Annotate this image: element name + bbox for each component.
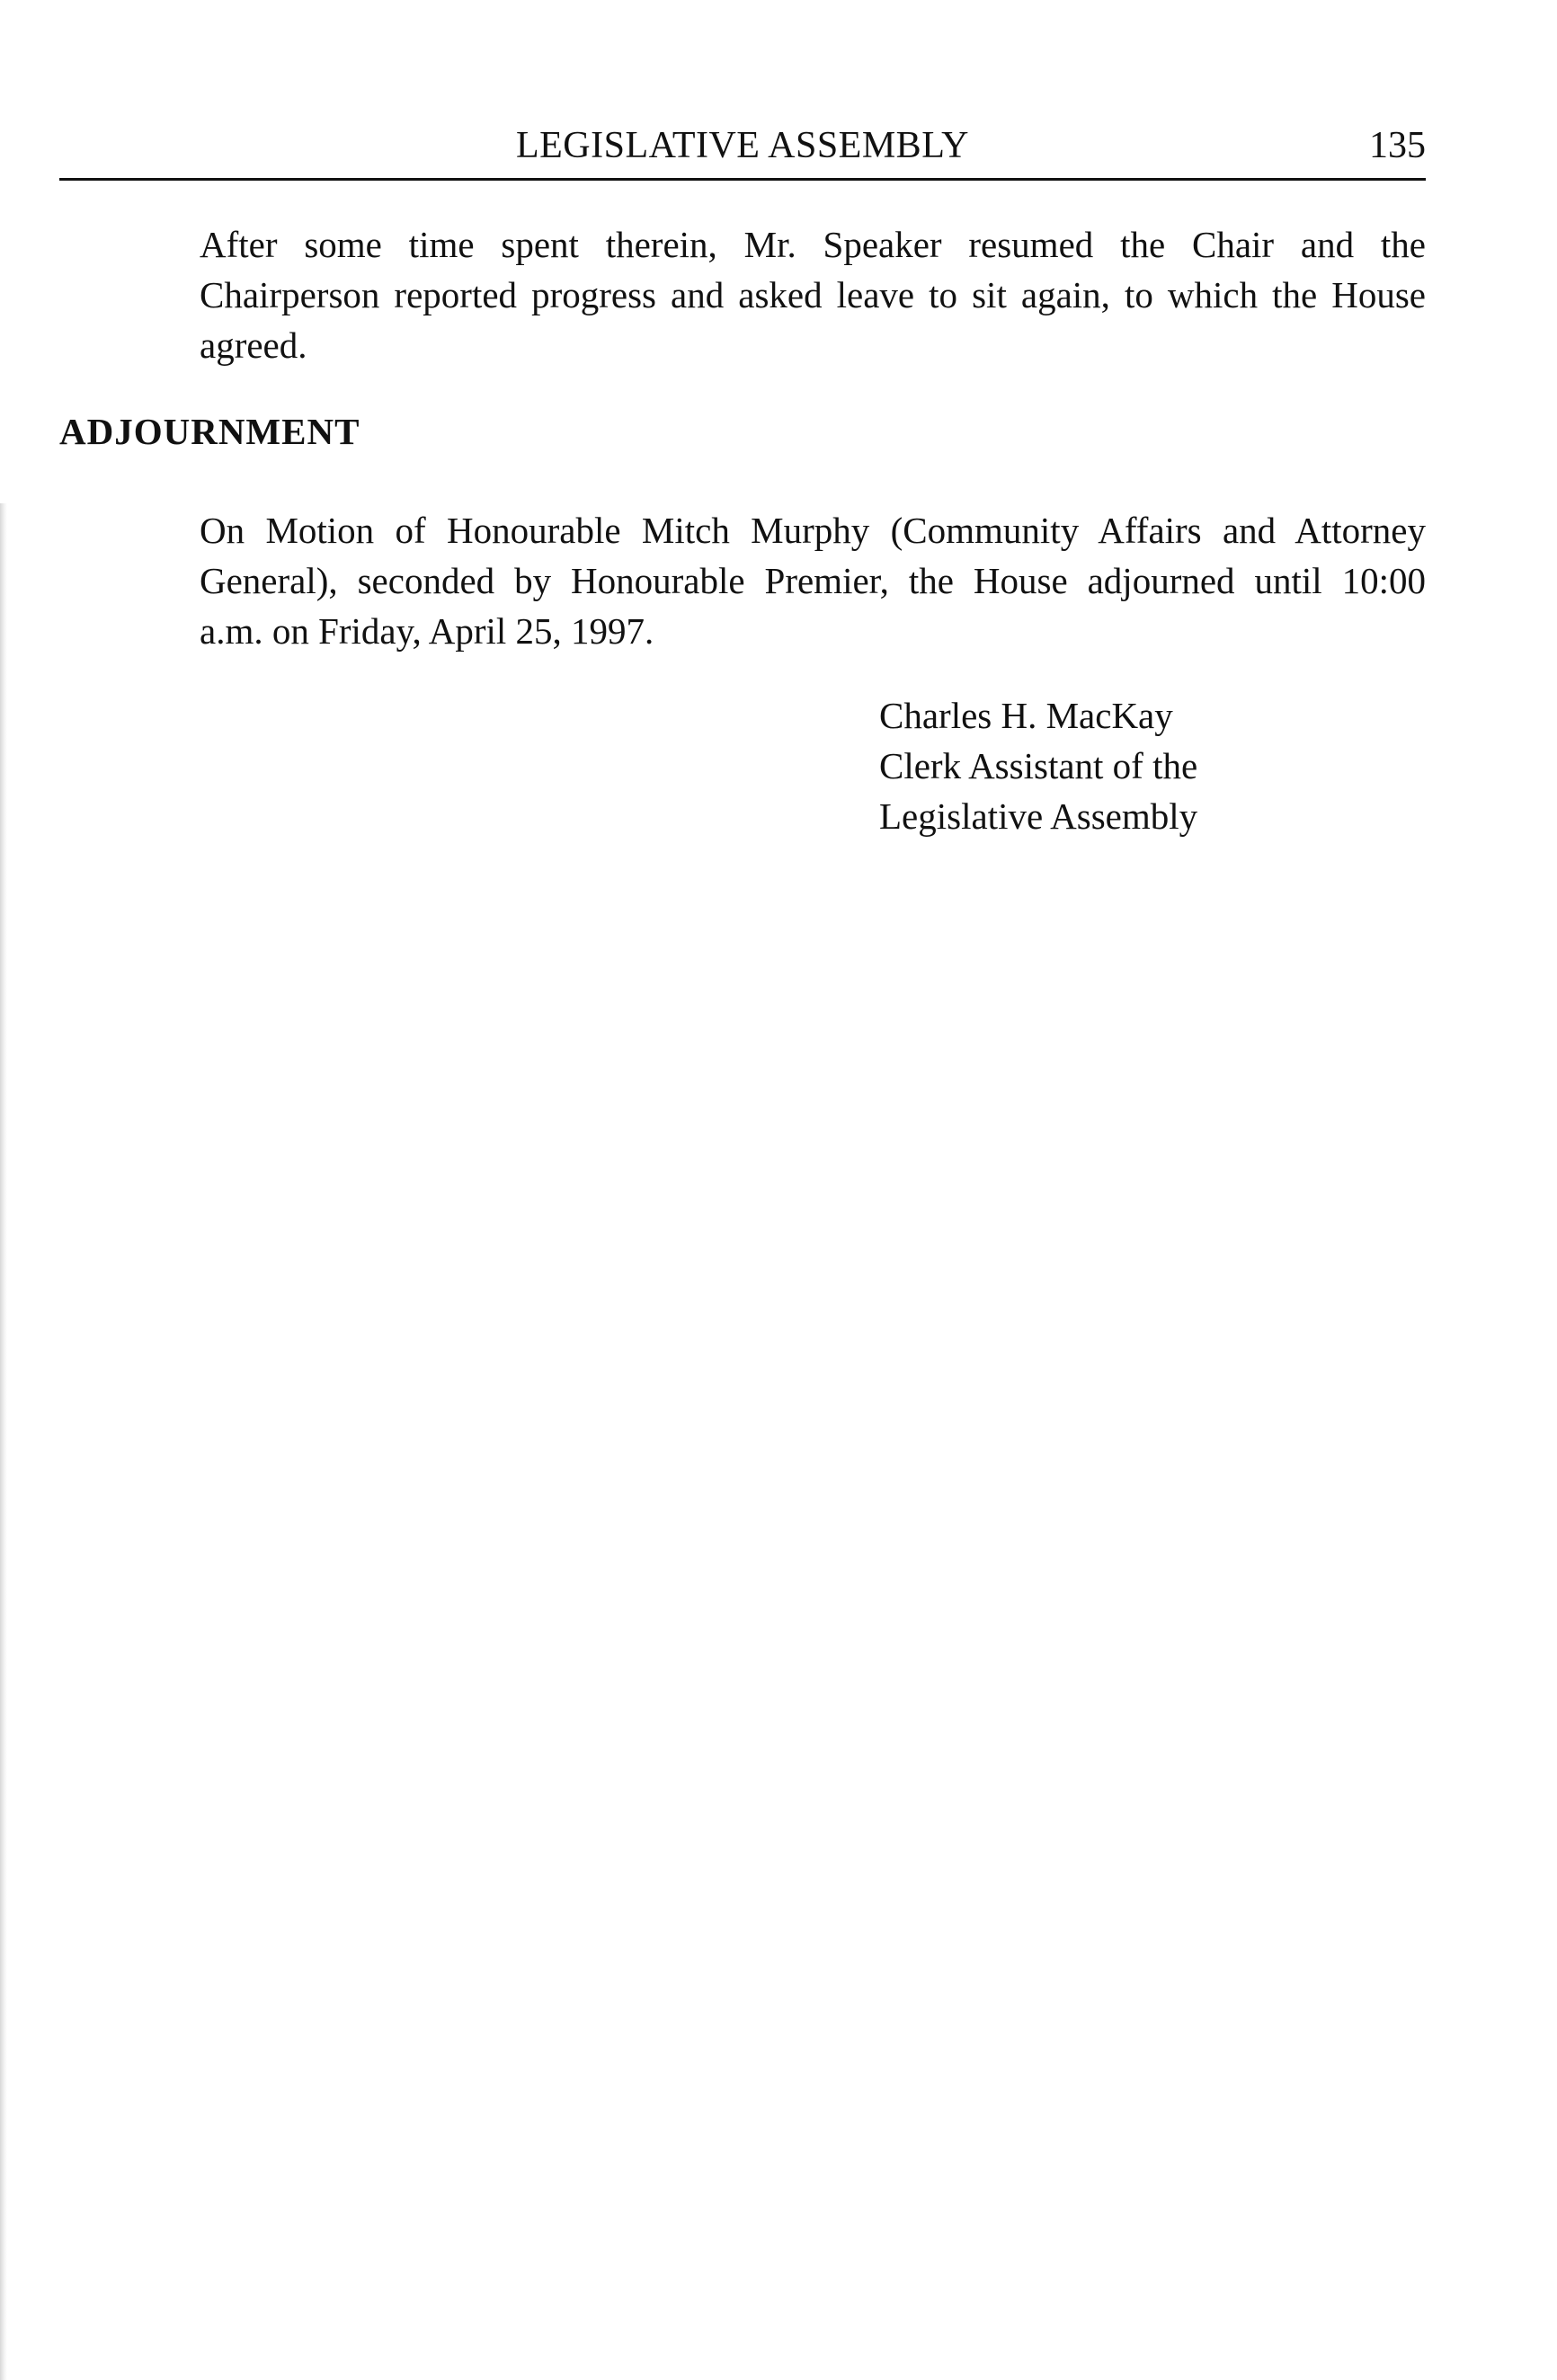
signatory-title-line: Legislative Assembly bbox=[879, 795, 1198, 837]
paragraph-line: After some time spent therein, Mr. Speaker resumed the Chair and the bbox=[200, 224, 1426, 265]
page-number: 135 bbox=[1369, 125, 1426, 166]
running-header bbox=[59, 119, 1426, 173]
paragraph-line: agreed. bbox=[200, 324, 307, 366]
running-header-title: LEGISLATIVE ASSEMBLY bbox=[516, 125, 969, 166]
scan-edge-shadow bbox=[0, 503, 7, 2380]
signatory-name: Charles H. MacKay bbox=[879, 695, 1173, 736]
paragraph-line: Chairperson reported progress and asked leave to sit again, to which the House bbox=[200, 274, 1426, 315]
progress-paragraph bbox=[200, 219, 1426, 370]
section-heading-adjournment: ADJOURNMENT bbox=[59, 411, 360, 452]
header-rule bbox=[59, 178, 1426, 181]
adjournment-paragraph bbox=[200, 505, 1426, 656]
signatory-title-line: Clerk Assistant of the bbox=[879, 745, 1198, 786]
paragraph-line: On Motion of Honourable Mitch Murphy (Community Affairs and Attorney bbox=[200, 510, 1426, 551]
paragraph-line: a.m. on Friday, April 25, 1997. bbox=[200, 610, 654, 652]
paragraph-line: General), seconded by Honourable Premier, the House adjourned until 10:00 bbox=[200, 560, 1426, 601]
signature-block bbox=[879, 690, 1197, 841]
